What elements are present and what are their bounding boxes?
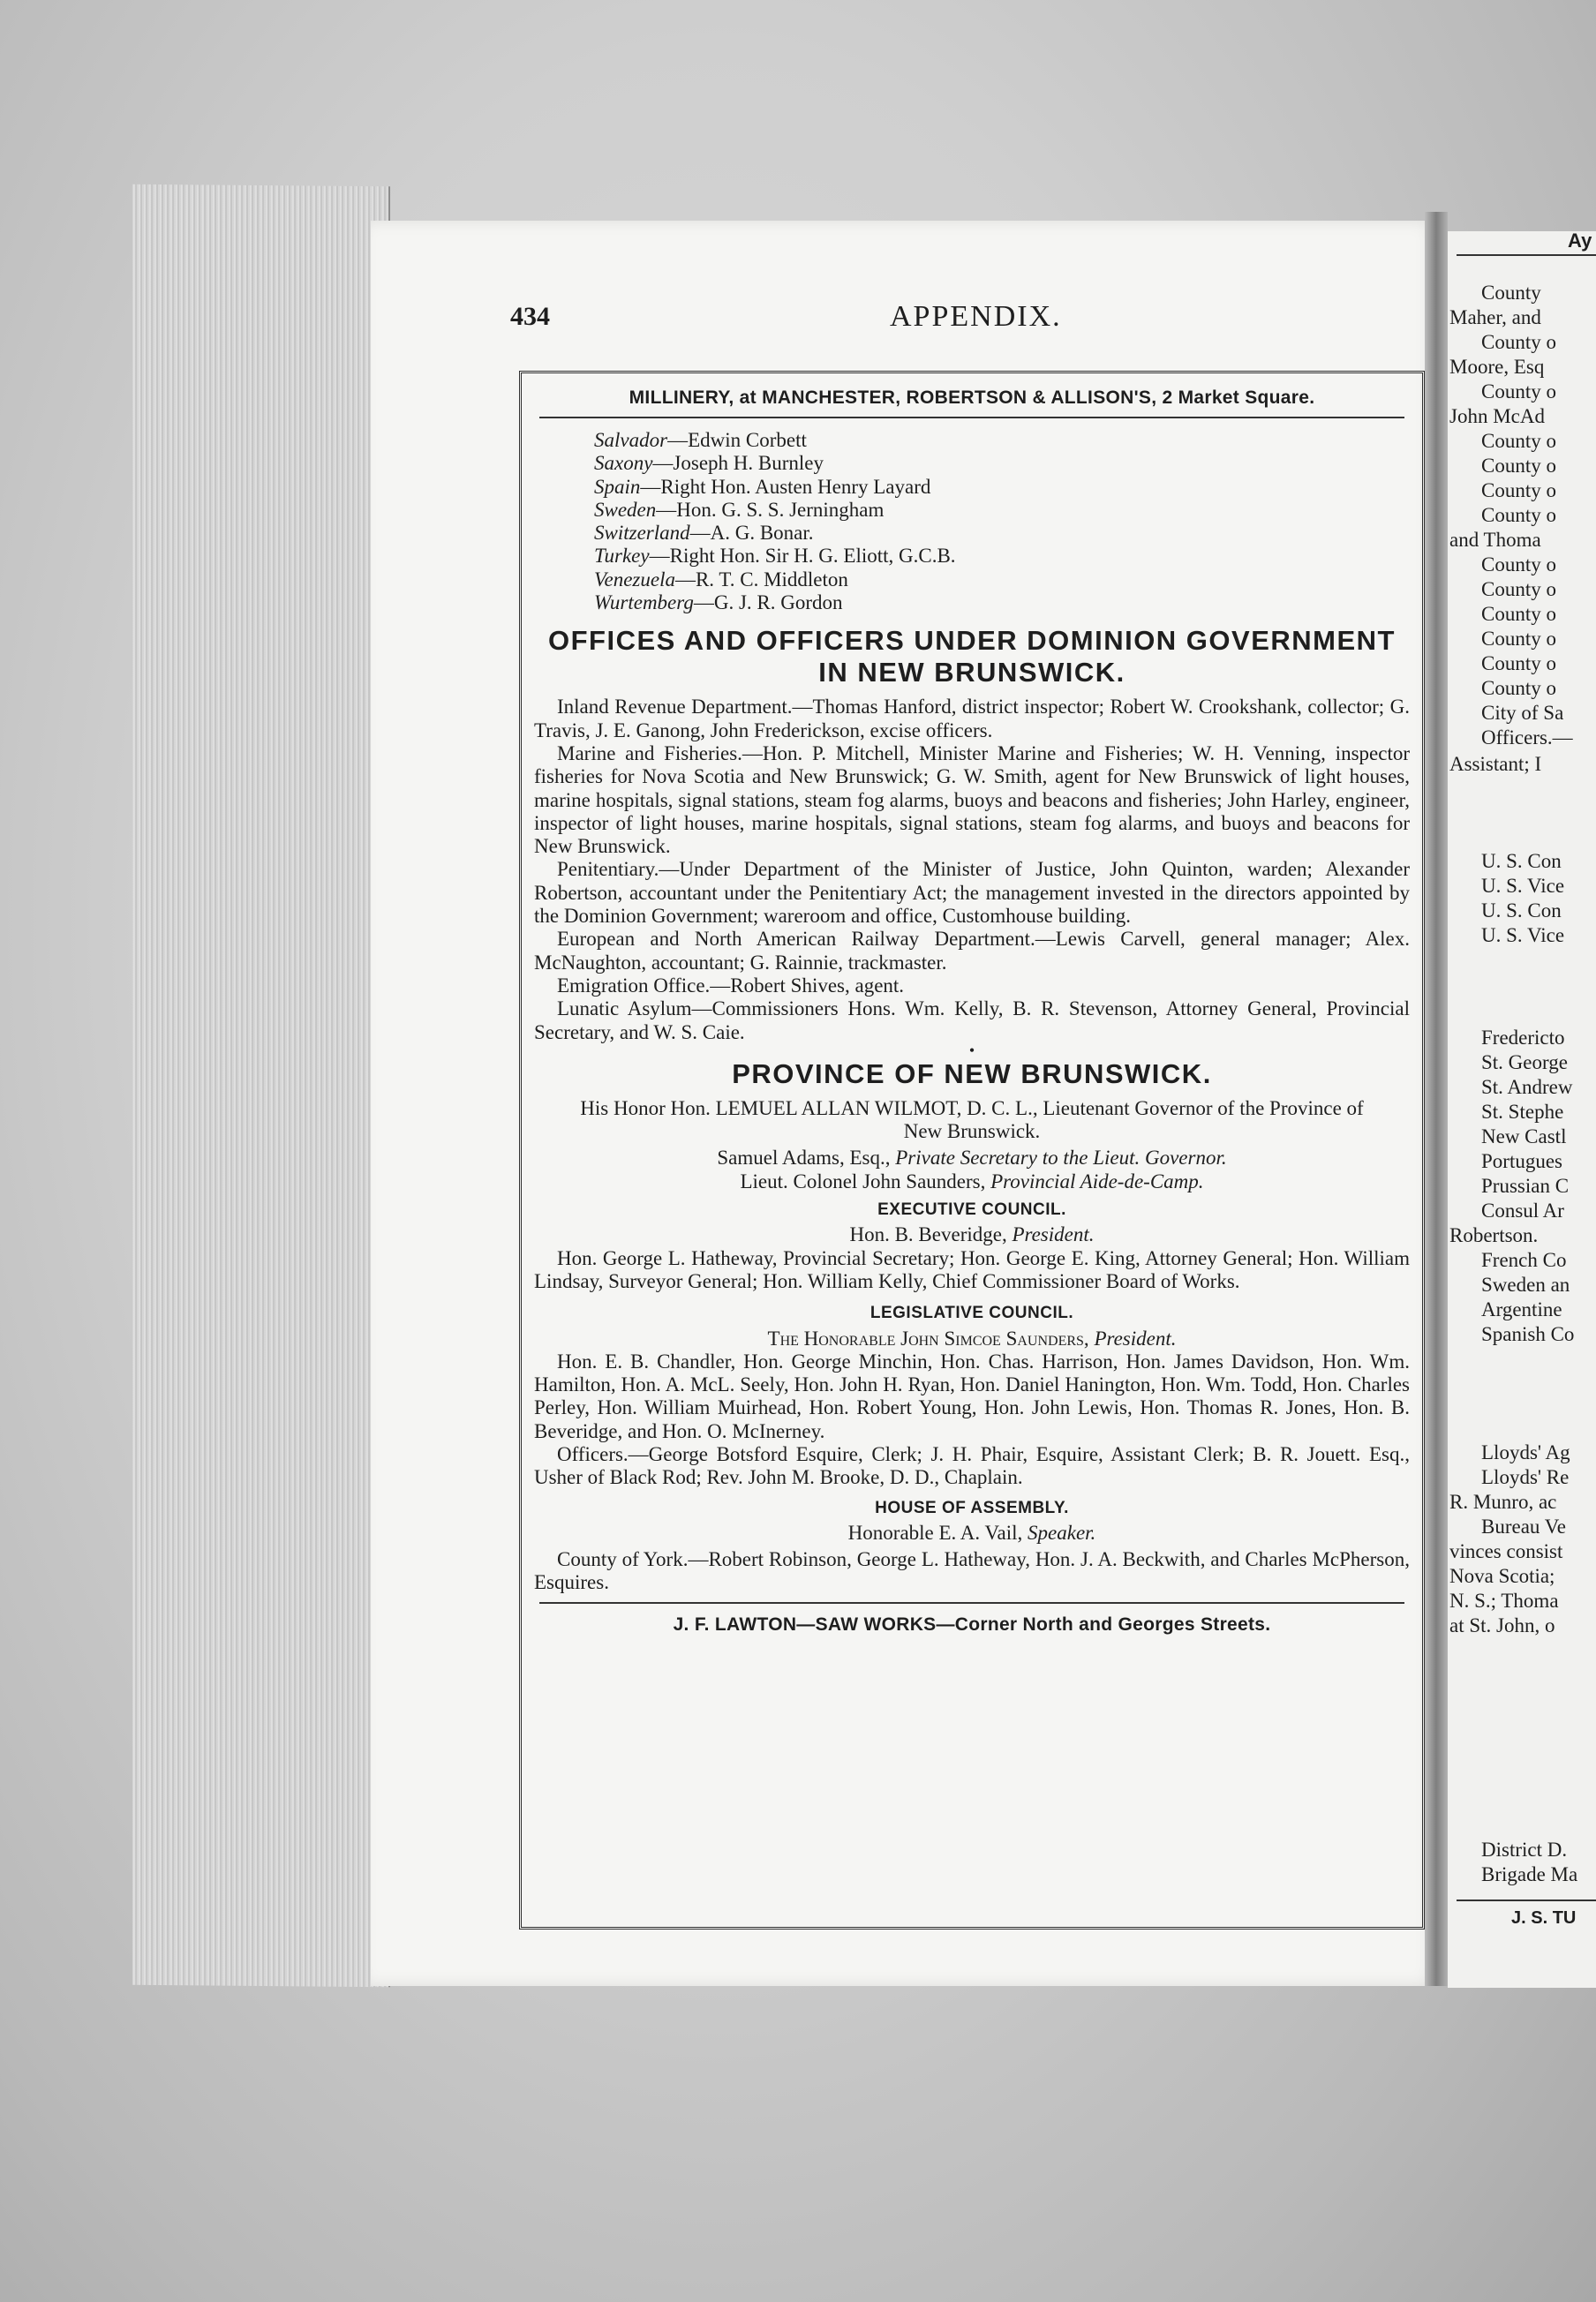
top-advert-banner: MILLINERY, at MANCHESTER, ROBERTSON & ALLISON'S, 2 Market Square. (539, 373, 1404, 418)
dominion-paragraph: European and North American Railway Department.—Lewis Carvell, general manager; Alex. McNaughton, accountant; G. Rainnie, trackmaster. (534, 928, 1410, 974)
dominion-paragraph: Inland Revenue Department.—Thomas Hanford, district inspector; Robert W. Crookshank, collector; G. Travis, J. E. Ganong, John Frederickson, excise officers. (534, 696, 1410, 741)
consul-list (534, 429, 1410, 614)
right-page-line: Brigade Ma (1481, 1863, 1578, 1885)
right-page-line: County o (1481, 504, 1556, 526)
right-page-line: Assistant; I (1449, 753, 1542, 775)
right-page-line: St. George (1481, 1051, 1568, 1073)
right-page-line: R. Munro, ac (1449, 1491, 1557, 1513)
right-page-line: Lloyds' Re (1481, 1466, 1570, 1488)
consul-name: —Right Hon. Austen Henry Layard (640, 475, 931, 498)
right-page-line: County o (1481, 603, 1556, 625)
right-page-line: County o (1481, 628, 1556, 650)
right-page (1448, 231, 1596, 1988)
right-page-line: French Co (1481, 1249, 1567, 1271)
right-page-line: New Castl (1481, 1125, 1567, 1147)
consul-name: —Right Hon. Sir H. G. Eliott, G.C.B. (649, 545, 956, 568)
page-number: 434 (510, 302, 550, 331)
consul-country: Spain (594, 475, 641, 498)
right-banner-rule (1457, 254, 1596, 256)
legislative-members: Hon. E. B. Chandler, Hon. George Minchin, Hon. Chas. Harrison, Hon. James Davidson, Hon. Wm. Hamilton, Hon. A. McL. Seely, Hon. John H. Ryan, Hon. Daniel Hanington, Hon. Wm. Todd, Hon. Charles Perley, Hon. William Muirhead, Hon. Robert Young, Hon. John Lewis, Hon. Thomas R. Jones, Hon. B. Beveridge, and Hon. O. McInerney. (534, 1350, 1410, 1442)
legislative-officers: Officers.—George Botsford Esquire, Clerk; J. H. Phair, Esquire, Assistant Clerk; B. R. Jouett. Esq., Usher of Black Rod; Rev. John M. Brooke, D. D., Chaplain. (534, 1442, 1410, 1489)
right-page-line: County o (1481, 380, 1556, 402)
assembly-york: County of York.—Robert Robinson, George L. Hatheway, Hon. J. A. Beckwith, and Charles McPherson, Esquires. (534, 1548, 1410, 1594)
executive-president (534, 1223, 1410, 1246)
right-page-line: Nova Scotia; (1449, 1565, 1555, 1587)
consul-entry (594, 476, 1410, 499)
right-page-line: County o (1481, 331, 1556, 353)
aide-title: Provincial Aide-de-Camp. (990, 1170, 1204, 1192)
executive-council-heading: EXECUTIVE COUNCIL. (877, 1200, 1066, 1220)
right-page-line: Officers.— (1481, 726, 1573, 749)
executive-members: Hon. George L. Hatheway, Provincial Secretary; Hon. George E. King, Attorney General; Hon. William Lindsay, Surveyor General; Hon. William Kelly, Chief Commissioner Board of Works. (534, 1246, 1410, 1292)
right-bottom-rule (1457, 1900, 1596, 1901)
right-page-line: St. Andrew (1481, 1076, 1573, 1098)
right-page-line: and Thoma (1449, 529, 1541, 551)
legislative-president-title: President. (1094, 1327, 1177, 1350)
assembly-speaker-name: Honorable E. A. Vail, (847, 1521, 1028, 1544)
legislative-president (534, 1328, 1410, 1350)
right-page-line: Moore, Esq (1449, 356, 1545, 378)
right-page-line: Robertson. (1449, 1224, 1539, 1246)
right-page-line: Lloyds' Ag (1481, 1441, 1570, 1463)
secretary-title: Private Secretary to the Lieut. Governor. (895, 1147, 1227, 1170)
right-page-line: John McAd (1449, 405, 1545, 427)
right-page-line: County o (1481, 430, 1556, 452)
right-page-line: County o (1481, 455, 1556, 477)
right-page-line: County o (1481, 578, 1556, 600)
running-head: APPENDIX. (890, 300, 1062, 333)
book-page-edges (132, 184, 390, 1988)
right-page-line: Spanish Co (1481, 1323, 1575, 1345)
right-page-line: Prussian C (1481, 1175, 1570, 1197)
consul-country: Venezuela (594, 568, 675, 591)
house-of-assembly-heading: HOUSE OF ASSEMBLY. (875, 1498, 1069, 1517)
dominion-paragraph: Penitentiary.—Under Department of the Minister of Justice, John Quinton, warden; Alexander Robertson, accountant under the Penitentiary Act; the management invested in the directors appointed by the Dominion Government; wareroom and office, Customhouse building. (534, 858, 1410, 928)
right-page-line: Maher, and (1449, 306, 1541, 328)
consul-name: —Edwin Corbett (667, 429, 807, 451)
dominion-paragraph: Lunatic Asylum—Commissioners Hons. Wm. Kelly, B. R. Stevenson, Attorney General, Provincial Secretary, and W. S. Caie. (534, 997, 1410, 1043)
right-top-banner: Ay (1568, 231, 1592, 252)
right-page-line: U. S. Con (1481, 899, 1562, 922)
consul-entry (594, 522, 1410, 545)
ink-dot: • (968, 1041, 975, 1059)
right-page-line: Consul Ar (1481, 1200, 1564, 1222)
right-page-line: Argentine (1481, 1298, 1562, 1320)
consul-entry (594, 545, 1410, 568)
right-page-line: County o (1481, 677, 1556, 699)
consul-entry (594, 452, 1410, 475)
book-gutter (1425, 212, 1448, 1986)
right-page-line: N. S.; Thoma (1449, 1590, 1559, 1612)
assembly-speaker (534, 1522, 1410, 1545)
dominion-heading: OFFICES AND OFFICERS UNDER DOMINION GOVERNMENT IN NEW BRUNSWICK. (548, 625, 1396, 688)
consul-country: Turkey (594, 545, 650, 568)
right-page-line: District D. (1481, 1839, 1568, 1861)
consul-entry (594, 499, 1410, 522)
consul-name: —Hon. G. S. S. Jerningham (656, 498, 885, 521)
right-page-line: County o (1481, 553, 1556, 576)
right-page-line: vinces consist (1449, 1540, 1563, 1562)
right-page-line: County (1481, 282, 1541, 304)
legislative-council-heading: LEGISLATIVE COUNCIL. (870, 1304, 1074, 1323)
bottom-advert-banner: J. F. LAWTON—SAW WORKS—Corner North and Georges Streets. (539, 1602, 1404, 1636)
right-page-line: County o (1481, 652, 1556, 674)
consul-name: —A. G. Bonar. (689, 522, 814, 545)
province-heading: PROVINCE OF NEW BRUNSWICK. (732, 1057, 1212, 1089)
consul-country: Saxony (594, 452, 653, 475)
right-page-line: U. S. Con (1481, 850, 1562, 872)
page-header (510, 300, 1419, 344)
executive-president-name: Hon. B. Beveridge, (849, 1223, 1013, 1246)
right-page-line: at St. John, o (1449, 1614, 1555, 1636)
consul-country: Wurtemberg (594, 591, 694, 614)
right-page-line: Bureau Ve (1481, 1516, 1567, 1538)
executive-president-title: President. (1012, 1223, 1095, 1246)
governor-line: His Honor Hon. LEMUEL ALLAN WILMOT, D. C. L., Lieutenant Governor of the Province of New Brunswick. (580, 1096, 1364, 1143)
secretary-name: Samuel Adams, Esq., (717, 1147, 896, 1170)
legislative-president-name: The Honorable John Simcoe Saunders, (767, 1327, 1095, 1350)
right-page-line: St. Stephe (1481, 1101, 1564, 1123)
consul-entry (594, 568, 1410, 591)
consul-country: Sweden (594, 498, 657, 521)
dominion-paragraph: Emigration Office.—Robert Shives, agent. (557, 974, 905, 997)
right-page-line: U. S. Vice (1481, 924, 1565, 946)
page-content (534, 429, 1410, 1595)
assembly-speaker-title: Speaker. (1028, 1521, 1096, 1544)
page-frame (519, 371, 1425, 1930)
aide-name: Lieut. Colonel John Saunders, (740, 1170, 991, 1192)
consul-country: Salvador (594, 429, 668, 451)
right-page-line: Fredericto (1481, 1027, 1565, 1049)
dominion-paragraphs (534, 696, 1410, 1043)
consul-entry (594, 591, 1410, 614)
right-bottom-banner: J. S. TU (1511, 1908, 1577, 1928)
right-page-line: County o (1481, 479, 1556, 501)
consul-name: —Joseph H. Burnley (652, 452, 824, 475)
consul-name: —G. J. R. Gordon (693, 591, 843, 614)
right-page-line: City of Sa (1481, 702, 1564, 724)
consul-entry (594, 429, 1410, 452)
right-page-line: Sweden an (1481, 1274, 1570, 1296)
right-page-line: Portugues (1481, 1150, 1562, 1172)
dominion-paragraph: Marine and Fisheries.—Hon. P. Mitchell, Minister Marine and Fisheries; W. H. Venning, inspector fisheries for Nova Scotia and New Brunswick; G. W. Smith, agent for New Brunswick of light houses, marine hospitals, signal stations, steam fog alarms, buoys and beacons and fisheries; John Harley, engineer, inspector of light houses, marine hospitals, signal stations, steam fog alarms, and buoys and beacons for New Brunswick. (534, 741, 1410, 858)
consul-name: —R. T. C. Middleton (674, 568, 848, 591)
aide-line (534, 1170, 1410, 1193)
secretary-line (534, 1147, 1410, 1170)
consul-country: Switzerland (594, 522, 690, 545)
right-page-line: U. S. Vice (1481, 875, 1565, 897)
